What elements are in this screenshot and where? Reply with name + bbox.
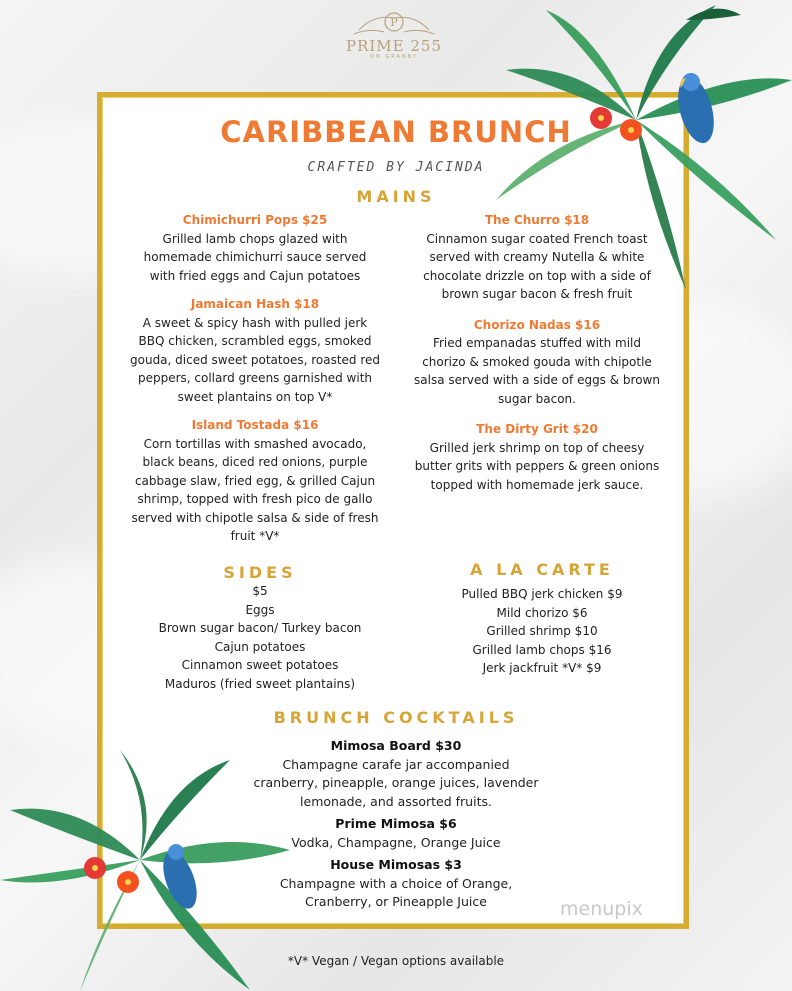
- cocktail-name: House Mimosas $3: [330, 857, 462, 872]
- menu-item-desc: A sweet & spicy hash with pulled jerk BBQ chicken, scrambled eggs, smoked gouda, diced sweet potatoes, roasted red peppers, collard greens garnished with sweet plantains on top V*: [130, 315, 381, 404]
- menu-item: [130, 295, 380, 406]
- sides-heading: SIDES: [223, 563, 297, 582]
- a-la-carte-item: Mild chorizo $6: [496, 605, 588, 620]
- sides-item: Eggs: [245, 602, 275, 617]
- menu-item: [130, 416, 380, 546]
- sides-item: Maduros (fried sweet plantains): [164, 676, 356, 691]
- a-la-carte-item: Pulled BBQ jerk chicken $9: [461, 587, 623, 601]
- mains-heading: MAINS: [356, 187, 436, 206]
- svg-text:P: P: [390, 16, 398, 29]
- menu-item-name: The Churro $18: [484, 213, 590, 227]
- logo-sub: ON GRANBY: [370, 54, 418, 60]
- vegan-footnote: *V* Vegan / Vegan options available: [287, 954, 505, 968]
- menu-item: [412, 420, 662, 494]
- menu-subtitle: CRAFTED BY JACINDA: [307, 160, 485, 175]
- cocktail-name: Mimosa Board $30: [330, 738, 462, 753]
- cocktail-name: Prime Mimosa $6: [335, 816, 457, 831]
- a-la-carte-item: Grilled lamb chops $16: [472, 642, 612, 657]
- a-la-carte-list: [412, 585, 672, 678]
- logo-brand: PRIME 255: [345, 37, 443, 55]
- cocktail-desc: Vodka, Champagne, Orange Juice: [291, 834, 501, 850]
- sides-item: Brown sugar bacon/ Turkey bacon: [158, 621, 362, 635]
- a-la-carte-item: Jerk jackfruit *V* $9: [482, 661, 602, 675]
- sides-item: Cajun potatoes: [214, 639, 306, 654]
- menu-item-desc: Corn tortillas with smashed avocado, black beans, diced red onions, purple cabbage slaw, fried egg, & grilled Cajun shrimp, topped with fresh pico de gallo served with chipotle salsa & side of fresh fruit *V*: [131, 436, 379, 543]
- a-la-carte-heading: A LA CARTE: [470, 560, 614, 579]
- menu-title: CARIBBEAN BRUNCH: [220, 115, 572, 149]
- menu-item-desc: Grilled lamb chops glazed with homemade chimichurri sauce served with fried eggs and Cajun potatoes: [143, 231, 367, 283]
- menu-item-name: The Dirty Grit $20: [476, 422, 598, 436]
- cocktail-desc: Champagne with a choice of Orange, Cranberry, or Pineapple Juice: [279, 875, 513, 909]
- cocktails-heading: BRUNCH COCKTAILS: [273, 708, 519, 727]
- sides-item: Cinnamon sweet potatoes: [181, 658, 339, 672]
- menu-item-name: Island Tostada $16: [191, 418, 319, 432]
- palm-leaves-bottom-left-icon: [0, 740, 300, 991]
- sides-list: [130, 582, 390, 693]
- menu-item: [412, 316, 662, 409]
- watermark: menupix: [560, 898, 643, 920]
- menu-item-name: Chimichurri Pops $25: [182, 213, 328, 227]
- crest-icon: [349, 10, 439, 38]
- cocktail-desc: Champagne carafe jar accompanied cranberry, pineapple, orange juices, lavender lemonade, and assorted fruits.: [253, 756, 539, 809]
- a-la-carte-item: Grilled shrimp $10: [486, 624, 598, 638]
- menu-item: [130, 211, 380, 285]
- palm-leaves-top-right-icon: [486, 0, 792, 300]
- menu-item-desc: Grilled jerk shrimp on top of cheesy butter grits with peppers & green onions topped with homemade jerk sauce.: [414, 440, 660, 492]
- menu-item-name: Chorizo Nadas $16: [473, 317, 601, 332]
- mains-left-column: [130, 211, 380, 556]
- menu-item-desc: Fried empanadas stuffed with mild chorizo & smoked gouda with chipotle salsa served with a side of eggs & brown sugar bacon.: [414, 336, 660, 406]
- menu-item-desc: Cinnamon sugar coated French toast served with creamy Nutella & white chocolate drizzle on top with a side of brown sugar bacon & fresh fruit: [423, 231, 651, 301]
- sides-item: $5: [252, 584, 268, 598]
- restaurant-logo: [344, 10, 444, 60]
- menu-item-name: Jamaican Hash $18: [190, 297, 320, 311]
